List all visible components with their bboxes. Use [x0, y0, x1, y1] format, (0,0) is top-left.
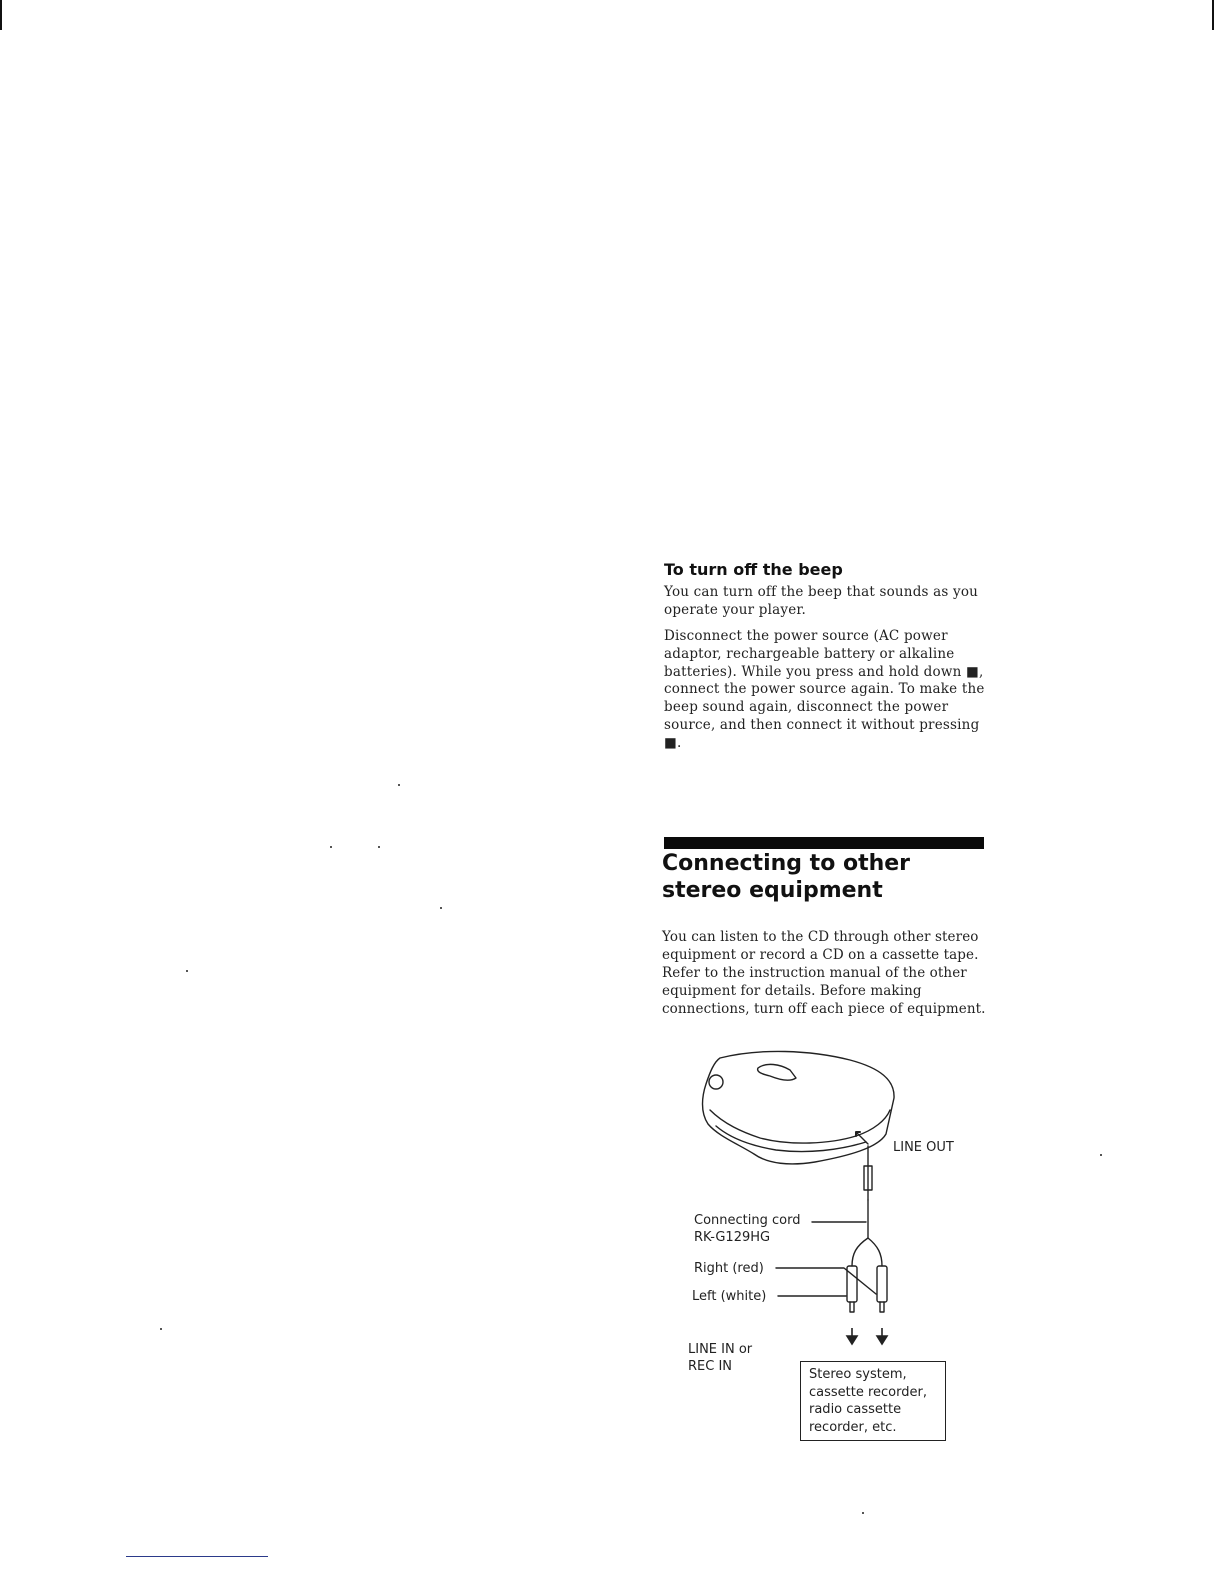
connect-body-line: connections, turn off each piece of equipment.	[662, 1001, 986, 1017]
scan-speck	[160, 1328, 162, 1330]
destination-line: Stereo system,	[809, 1367, 907, 1382]
connection-illustration	[680, 1050, 920, 1350]
beep-body-line: beep sound again, disconnect the power	[664, 699, 949, 716]
line-out-label: LINE OUT	[893, 1140, 954, 1155]
connect-title-line: Connecting to other	[662, 851, 911, 876]
scan-speck	[1100, 1154, 1102, 1156]
beep-body-line: Disconnect the power source (AC power	[664, 628, 948, 644]
bottom-rule	[126, 1556, 268, 1557]
connect-body-line: equipment for details. Before making	[662, 983, 922, 999]
down-arrow-icon	[847, 1328, 857, 1344]
beep-body-line: batteries). While you press and hold down ■,	[664, 663, 984, 680]
connect-body-line: You can listen to the CD through other stereo	[662, 929, 979, 945]
scan-speck	[398, 784, 400, 786]
side-knob-icon	[709, 1075, 723, 1089]
connect-title-line: stereo equipment	[662, 878, 883, 903]
scan-edge-right	[1212, 0, 1214, 30]
connect-body-line: Refer to the instruction manual of the other	[662, 965, 967, 981]
rec-in-label: REC IN	[688, 1359, 733, 1374]
scan-speck	[440, 907, 442, 909]
connect-section-title	[662, 850, 992, 904]
rca-plug-white-icon	[877, 1266, 887, 1302]
cd-player-outline	[703, 1051, 895, 1164]
beep-body-line: ■.	[664, 734, 682, 751]
cord-label: Connecting cord	[694, 1213, 801, 1228]
scan-speck	[186, 970, 188, 972]
beep-body-line: connect the power source again. To make the	[664, 681, 985, 698]
destination-line: radio cassette	[809, 1402, 902, 1417]
beep-intro-line: operate your player.	[664, 601, 807, 618]
leader-line-right	[776, 1268, 876, 1294]
scan-speck	[330, 846, 332, 848]
scan-speck	[378, 846, 380, 848]
left-channel-label: Left (white)	[692, 1289, 767, 1304]
destination-line: cassette recorder,	[809, 1384, 927, 1400]
line-in-label: LINE IN or	[688, 1342, 753, 1357]
cord-model-label: RK-G129HG	[694, 1230, 771, 1245]
beep-section-title: To turn off the beep	[664, 560, 843, 579]
cord-split	[852, 1238, 882, 1266]
beep-body-paragraph	[664, 628, 994, 753]
beep-body-line: source, and then connect it without pressing	[664, 716, 980, 733]
destination-line: recorder, etc.	[809, 1419, 897, 1435]
beep-intro-line: You can turn off the beep that sounds as you	[664, 584, 979, 600]
beep-body-line: adaptor, rechargeable battery or alkaline	[664, 645, 955, 662]
beep-intro-paragraph	[664, 584, 994, 619]
destination-text	[809, 1366, 927, 1436]
connect-body-line: equipment or record a CD on a cassette tape.	[662, 947, 979, 963]
scan-edge-left	[0, 0, 2, 30]
right-channel-label: Right (red)	[694, 1261, 764, 1276]
down-arrow-icon	[877, 1328, 887, 1344]
lid-window-icon	[758, 1064, 796, 1080]
connect-body-paragraph	[662, 928, 992, 1018]
section-divider-bar	[664, 837, 984, 849]
scan-speck	[862, 1512, 864, 1514]
